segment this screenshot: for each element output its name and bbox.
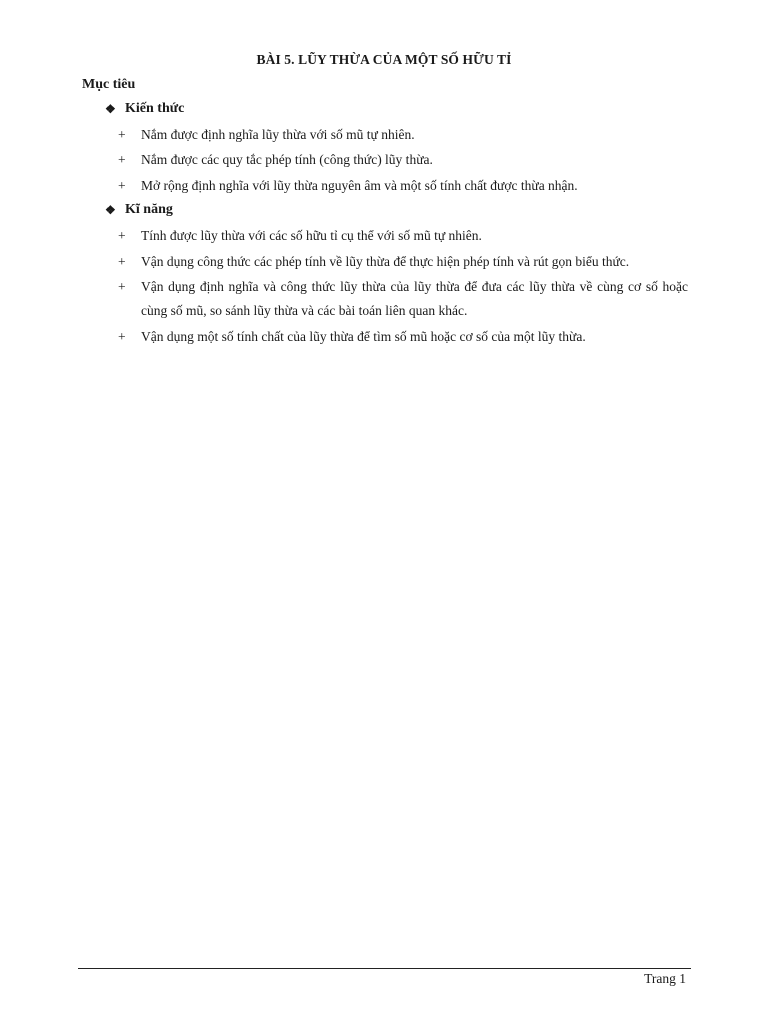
list-item-text: Nắm được các quy tắc phép tính (công thức) lũy thừa.	[141, 152, 433, 167]
list-item-text: Vận dụng công thức các phép tính về lũy thừa để thực hiện phép tính và rút gọn biểu thức.	[141, 254, 630, 269]
list-item	[118, 123, 688, 147]
page-number: Trang 1	[644, 971, 686, 986]
list-item	[118, 275, 688, 323]
list-item	[118, 174, 688, 198]
section-heading-label: Kiến thức	[125, 101, 185, 116]
objectives-heading: Mục tiêu	[82, 77, 136, 92]
list-item	[118, 325, 688, 349]
list-item-text: Tính được lũy thừa với các số hữu tỉ cụ thể với số mũ tự nhiên.	[141, 228, 482, 243]
section-heading-skills	[105, 202, 173, 218]
plus-marker: +	[118, 329, 126, 344]
footer-divider	[78, 968, 691, 969]
list-item-text: Vận dụng một số tính chất của lũy thừa để tìm số mũ hoặc cơ số của một lũy thừa.	[141, 329, 586, 344]
plus-marker: +	[118, 127, 126, 142]
plus-marker: +	[118, 254, 126, 269]
list-item	[118, 148, 688, 172]
page-title: BÀI 5. LŨY THỪA CỦA MỘT SỐ HỮU TỈ	[256, 52, 512, 67]
list-item-text: Vận dụng định nghĩa và công thức lũy thừa của lũy thừa để đưa các lũy thừa về cùng cơ số hoặc cùng số mũ, so sánh lũy thừa và các bài toán liên quan khác.	[141, 279, 688, 318]
list-item-text: Nắm được định nghĩa lũy thừa với số mũ tự nhiên.	[141, 127, 415, 142]
plus-marker: +	[118, 152, 126, 167]
plus-marker: +	[118, 279, 126, 294]
list-item-text: Mở rộng định nghĩa với lũy thừa nguyên âm và một số tính chất được thừa nhận.	[141, 178, 578, 193]
plus-marker: +	[118, 178, 126, 193]
list-item	[118, 250, 688, 274]
section-heading-knowledge	[105, 101, 184, 117]
diamond-bullet-icon: ❖	[105, 101, 116, 116]
section-heading-label: Kĩ năng	[125, 202, 173, 217]
diamond-bullet-icon: ❖	[105, 202, 116, 217]
list-item	[118, 224, 688, 248]
plus-marker: +	[118, 228, 126, 243]
